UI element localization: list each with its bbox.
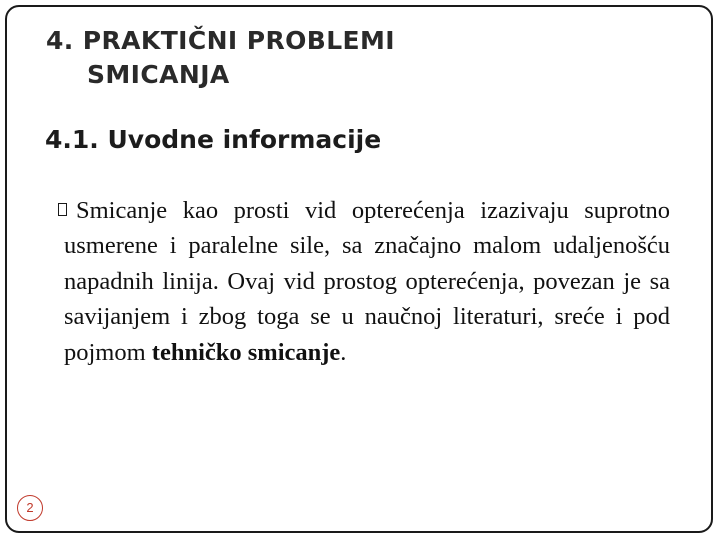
paragraph-text: Smicanje kao prosti vid opterećenja izazivaju suprotno usmerene i paralelne sile, sa značajno malom udaljenošću napadnih linija. Ovaj vid prostog opterećenja, povezan je sa savijanjem i zbog toga se u naučnoj literaturi, sreće i pod pojmom [64, 197, 670, 366]
bullet-paragraph [42, 193, 670, 370]
bullet-item [42, 193, 670, 370]
title-line-2: SMICANJA [87, 60, 230, 89]
page-number-badge: 2 [17, 495, 43, 521]
bold-term: tehničko smicanje [151, 338, 341, 366]
slide-title [46, 24, 395, 92]
section-subtitle: 4.1. Uvodne informacije [45, 125, 382, 154]
bullet-marker-icon [58, 203, 67, 216]
paragraph-end: . [340, 338, 347, 366]
title-line-1: 4. PRAKTIČNI PROBLEMI [46, 26, 395, 55]
